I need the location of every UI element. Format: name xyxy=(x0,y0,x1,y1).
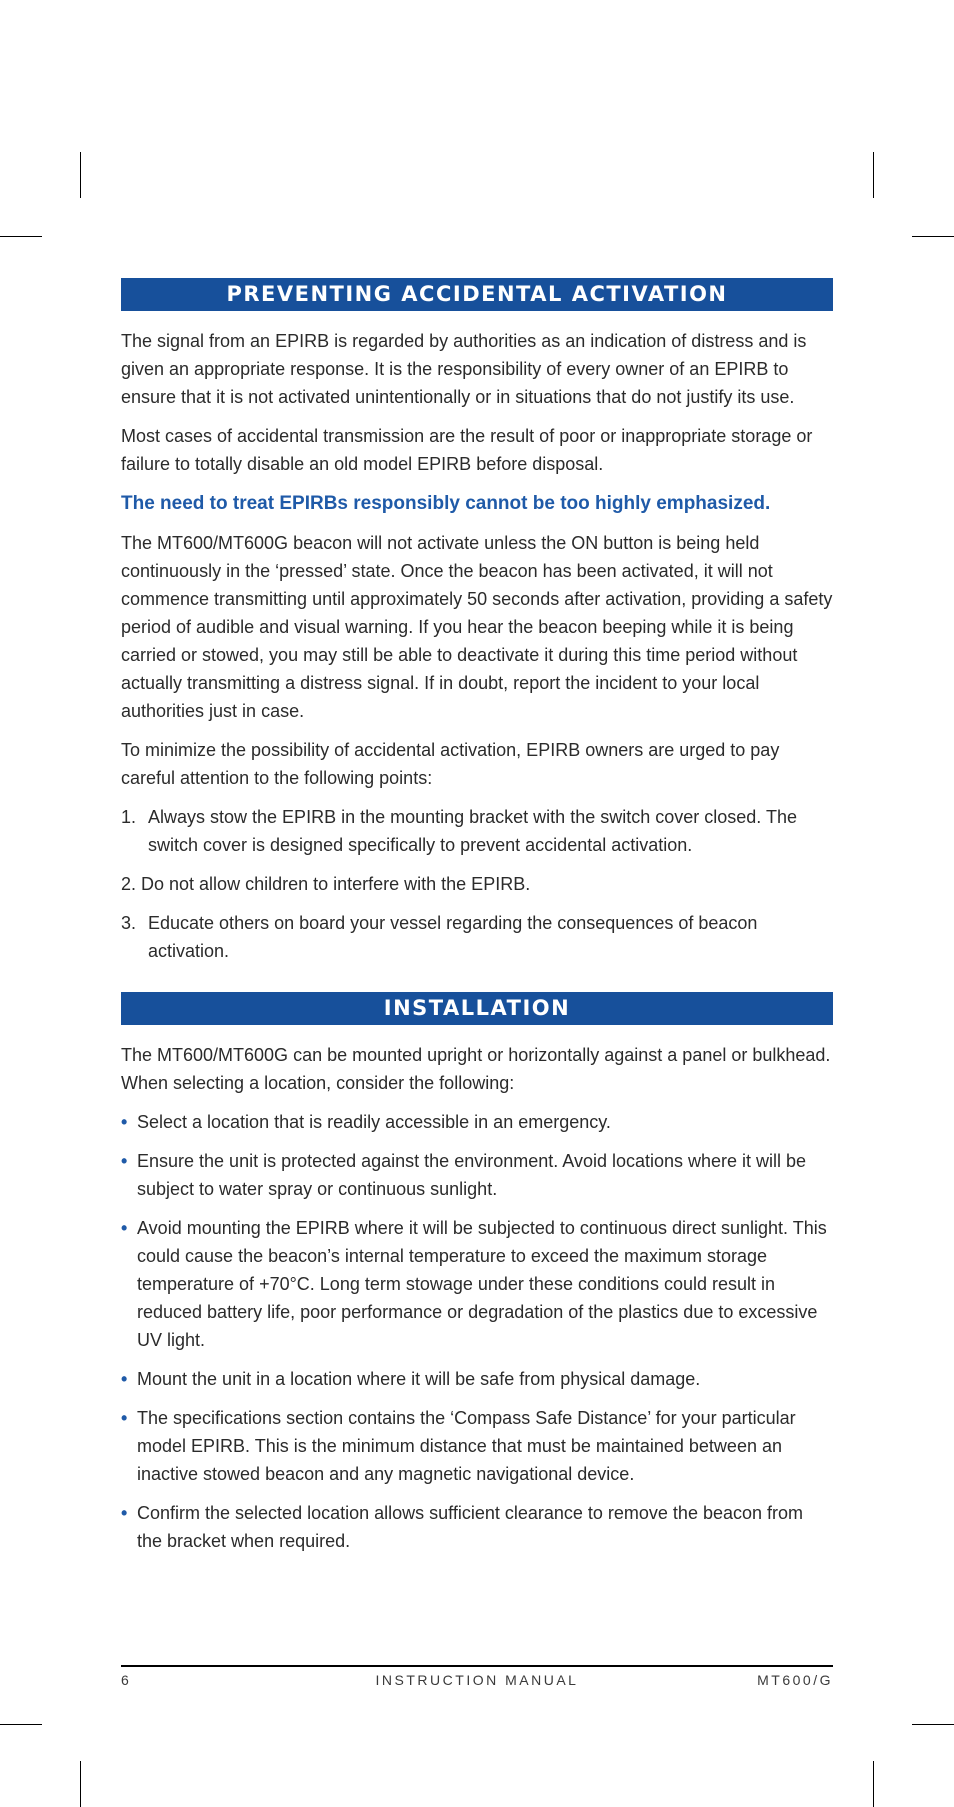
page-footer xyxy=(121,1672,833,1692)
bullet-item xyxy=(121,1108,833,1136)
page-content xyxy=(121,278,833,1555)
item-text: Do not allow children to interfere with the EPIRB. xyxy=(141,874,531,894)
crop-mark xyxy=(873,152,874,198)
page-number: 6 xyxy=(121,1672,129,1688)
bullet-icon: • xyxy=(121,1408,128,1428)
bullet-icon: • xyxy=(121,1218,128,1238)
crop-mark xyxy=(80,152,81,198)
bullet-icon: • xyxy=(121,1151,128,1171)
bullet-text: Avoid mounting the EPIRB where it will be subjected to continuous direct sunlight. This could cause the beacon’s internal temperature to exceed the maximum storage temperature of +70°C. Long term stowage under these conditions could result in reduced battery life, poor performance or degradation of the plastics due to excessive UV light. xyxy=(137,1218,827,1350)
manual-label: INSTRUCTION MANUAL xyxy=(375,1672,579,1688)
bullet-item xyxy=(121,1147,833,1203)
emphasis-statement: The need to treat EPIRBs responsibly cannot be too highly emphasized. xyxy=(121,493,771,514)
footer-rule xyxy=(121,1665,833,1667)
bullet-text: Select a location that is readily accessible in an emergency. xyxy=(137,1112,611,1132)
crop-mark xyxy=(912,236,954,237)
bullet-icon: • xyxy=(121,1369,128,1389)
item-number: 3. xyxy=(121,913,137,933)
paragraph: To minimize the possibility of accidental activation, EPIRB owners are urged to pay careful attention to the following points: xyxy=(121,740,780,788)
section-heading-installation: INSTALLATION xyxy=(121,992,833,1025)
paragraph: The signal from an EPIRB is regarded by authorities as an indication of distress and is given an appropriate response. It is the responsibility of every owner of an EPIRB to ensure that it is not activated unintentionally or in situations that do not justify its use. xyxy=(121,331,807,407)
paragraph: The MT600/MT600G can be mounted upright or horizontally against a panel or bulkhead. When selecting a location, consider the following: xyxy=(121,1045,831,1093)
crop-mark xyxy=(912,1724,954,1725)
crop-mark xyxy=(0,236,42,237)
item-text: Educate others on board your vessel regarding the consequences of beacon activation. xyxy=(148,913,758,961)
bullet-text: The specifications section contains the ‘Compass Safe Distance’ for your particular model EPIRB. This is the minimum distance that must be maintained between an inactive stowed beacon and any magnetic navigational device. xyxy=(137,1408,796,1484)
crop-mark xyxy=(0,1724,42,1725)
bullet-text: Mount the unit in a location where it will be safe from physical damage. xyxy=(137,1369,701,1389)
item-text: Always stow the EPIRB in the mounting bracket with the switch cover closed. The switch cover is designed specifically to prevent accidental activation. xyxy=(148,807,797,855)
crop-mark xyxy=(873,1761,874,1807)
bullet-item xyxy=(121,1365,833,1393)
bullet-icon: • xyxy=(121,1112,128,1132)
item-number: 1. xyxy=(121,807,137,827)
numbered-item xyxy=(121,803,833,859)
crop-mark xyxy=(80,1761,81,1807)
bullet-text: Confirm the selected location allows sufficient clearance to remove the beacon from the bracket when required. xyxy=(137,1503,804,1551)
item-number: 2. xyxy=(121,874,137,894)
bullet-item xyxy=(121,1499,833,1555)
numbered-item xyxy=(121,909,833,965)
bullet-item xyxy=(121,1214,833,1354)
bullet-icon: • xyxy=(121,1503,128,1523)
model-label: MT600/G xyxy=(757,1672,833,1688)
bullet-item xyxy=(121,1404,833,1488)
paragraph: The MT600/MT600G beacon will not activate unless the ON button is being held continuously in the ‘pressed’ state. Once the beacon has been activated, it will not commence transmitting until approximately 50 seconds after activation, providing a safety period of audible and visual warning. If you hear the beacon beeping while it is being carried or stowed, you may still be able to deactivate it during this time period without actually transmitting a distress signal. If in doubt, report the incident to your local authorities just in case. xyxy=(121,533,833,721)
paragraph: Most cases of accidental transmission are the result of poor or inappropriate storage or failure to totally disable an old model EPIRB before disposal. xyxy=(121,426,813,474)
bullet-text: Ensure the unit is protected against the environment. Avoid locations where it will be subject to water spray or continuous sunlight. xyxy=(137,1151,807,1199)
numbered-item xyxy=(121,870,833,898)
section-heading-preventing: PREVENTING ACCIDENTAL ACTIVATION xyxy=(121,278,833,311)
